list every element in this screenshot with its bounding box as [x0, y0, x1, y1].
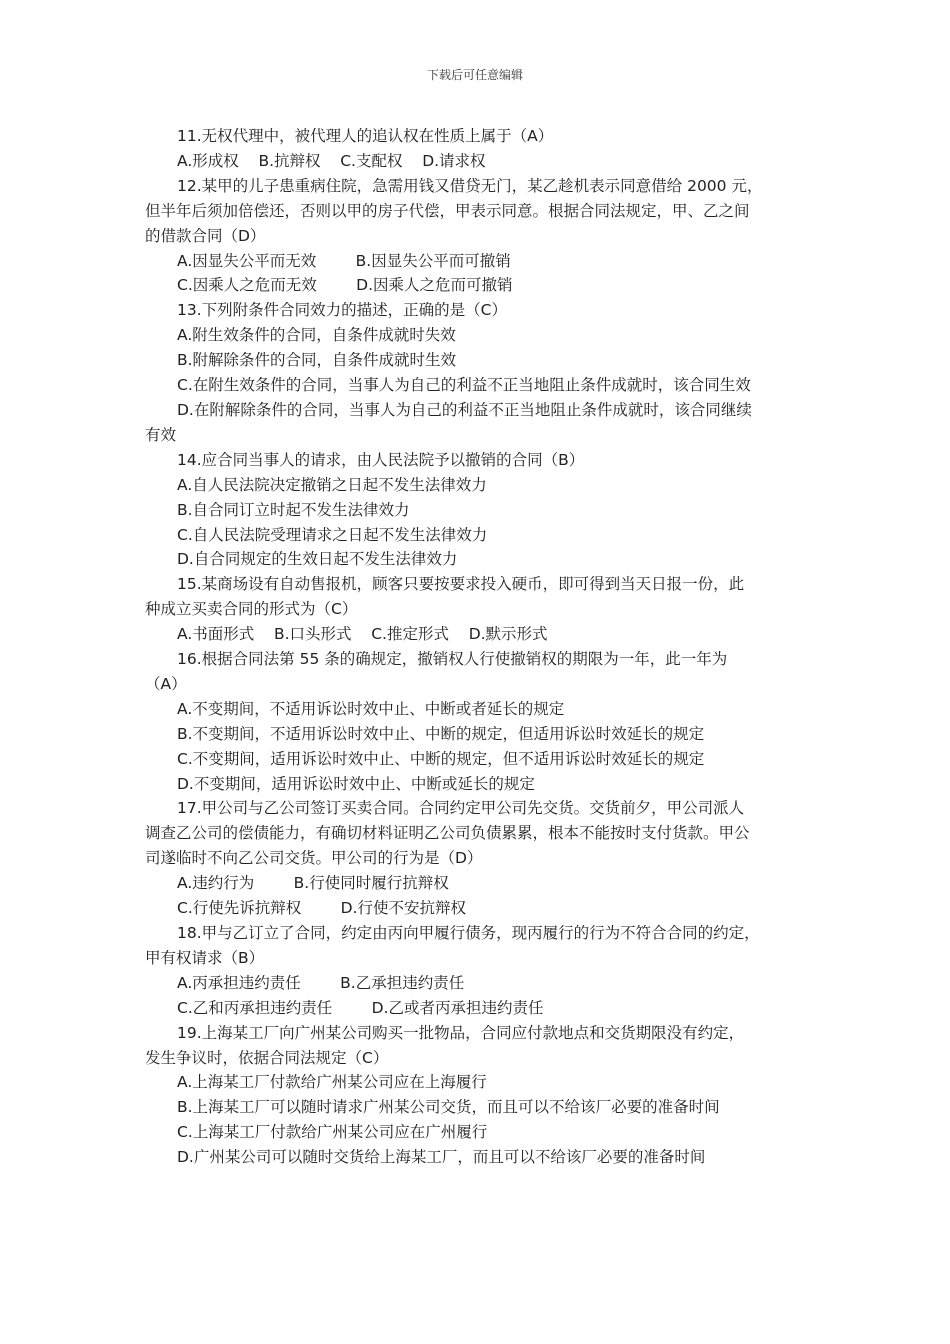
question-option: B.不变期间，不适用诉讼时效中止、中断的规定，但适用诉讼时效延长的规定 — [177, 724, 705, 743]
question-stem: 18.甲与乙订立了合同，约定由丙向甲履行债务，现丙履行的行为不符合合同的约定， — [177, 924, 760, 942]
question-stem: 15.某商场设有自动售报机，顾客只要按要求投入硬币，即可得到当天日报一份，此 — [177, 575, 745, 594]
question-option: A.上海某工厂付款给广州某公司应在上海履行 — [177, 1073, 487, 1092]
question-option: D.广州某公司可以随时交货给上海某工厂，而且可以不给该厂必要的准备时间 — [177, 1148, 706, 1167]
question-stem: 14.应合同当事人的请求，由人民法院予以撤销的合同（B） — [177, 450, 585, 469]
question-18 — [145, 921, 805, 1021]
question-options: A.因显失公平而无效 B.因显失公平而可撤销 — [177, 251, 511, 270]
question-15 — [145, 572, 805, 647]
question-options: A.形成权 B.抗辩权 C.支配权 D.请求权 — [177, 151, 486, 170]
question-option: C.上海某工厂付款给广州某公司应在广州履行 — [177, 1123, 488, 1142]
question-stem-continued: 甲有权请求（B） — [145, 948, 265, 967]
question-stem-continued: 司遂临时不向乙公司交货。甲公司的行为是（D） — [145, 849, 483, 868]
question-options: A.书面形式 B.口头形式 C.推定形式 D.默示形式 — [177, 625, 548, 644]
question-stem-continued: 的借款合同（D） — [145, 226, 266, 245]
question-19 — [145, 1021, 805, 1170]
question-13 — [145, 298, 805, 447]
question-stem-continued: （A） — [145, 674, 187, 693]
question-option: A.不变期间，不适用诉讼时效中止、中断或者延长的规定 — [177, 699, 565, 718]
question-option: C.自人民法院受理请求之日起不发生法律效力 — [177, 525, 488, 544]
question-options: A.违约行为 B.行使同时履行抗辩权 — [177, 874, 449, 893]
question-stem: 16.根据合同法第 55 条的确规定，撤销权人行使撤销权的期限为一年，此一年为 — [177, 650, 728, 669]
question-option: B.附解除条件的合同，自条件成就时生效 — [177, 351, 457, 370]
question-stem: 19.上海某工厂向广州某公司购买一批物品，合同应付款地点和交货期限没有约定， — [177, 1023, 745, 1042]
question-stem-continued: 种成立买卖合同的形式为（C） — [145, 600, 358, 619]
question-option: D.在附解除条件的合同，当事人为自己的利益不正当地阻止条件成就时，该合同继续 — [177, 400, 752, 419]
question-stem-continued: 发生争议时，依据合同法规定（C） — [145, 1048, 389, 1067]
question-options: C.行使先诉抗辩权 D.行使不安抗辩权 — [177, 899, 467, 918]
question-stem: 12.某甲的儿子患重病住院，急需用钱又借贷无门，某乙趁机表示同意借给 2000 元， — [177, 176, 763, 195]
question-option: D.自合同规定的生效日起不发生法律效力 — [177, 550, 458, 569]
question-stem: 17.甲公司与乙公司签订买卖合同。合同约定甲公司先交货。交货前夕，甲公司派人 — [177, 799, 745, 818]
question-option: B.上海某工厂可以随时请求广州某公司交货，而且可以不给该厂必要的准备时间 — [177, 1098, 720, 1117]
question-options: C.因乘人之危而无效 D.因乘人之危而可撤销 — [177, 276, 513, 295]
question-option: B.自合同订立时起不发生法律效力 — [177, 500, 410, 519]
question-stem-continued: 但半年后须加倍偿还，否则以甲的房子代偿，甲表示同意。根据合同法规定，甲、乙之间 — [145, 201, 750, 220]
question-option: A.自人民法院决定撤销之日起不发生法律效力 — [177, 475, 487, 494]
question-16 — [145, 647, 805, 796]
question-stem: 11.无权代理中，被代理人的追认权在性质上属于（A） — [177, 127, 554, 145]
question-option: C.在附生效条件的合同，当事人为自己的利益不正当地阻止条件成就时，该合同生效 — [177, 376, 751, 395]
question-stem: 13.下列附条件合同效力的描述，正确的是（C） — [177, 301, 507, 320]
question-option: A.附生效条件的合同，自条件成就时失效 — [177, 326, 456, 345]
question-11 — [145, 124, 805, 174]
question-option-continued: 有效 — [145, 425, 177, 444]
question-options: A.丙承担违约责任 B.乙承担违约责任 — [177, 973, 465, 992]
question-stem-continued: 调查乙公司的偿债能力，有确切材料证明乙公司负债累累，根本不能按时支付货款。甲公 — [145, 824, 750, 843]
question-option: C.不变期间，适用诉讼时效中止、中断的规定，但不适用诉讼时效延长的规定 — [177, 749, 705, 768]
page-header: 下载后可任意编辑 — [426, 68, 523, 82]
question-options: C.乙和丙承担违约责任 D.乙或者丙承担违约责任 — [177, 998, 544, 1017]
question-option: D.不变期间，适用诉讼时效中止、中断或延长的规定 — [177, 774, 535, 793]
question-12 — [145, 174, 805, 299]
question-14 — [145, 448, 805, 573]
document-body — [145, 124, 805, 1170]
question-17 — [145, 796, 805, 921]
